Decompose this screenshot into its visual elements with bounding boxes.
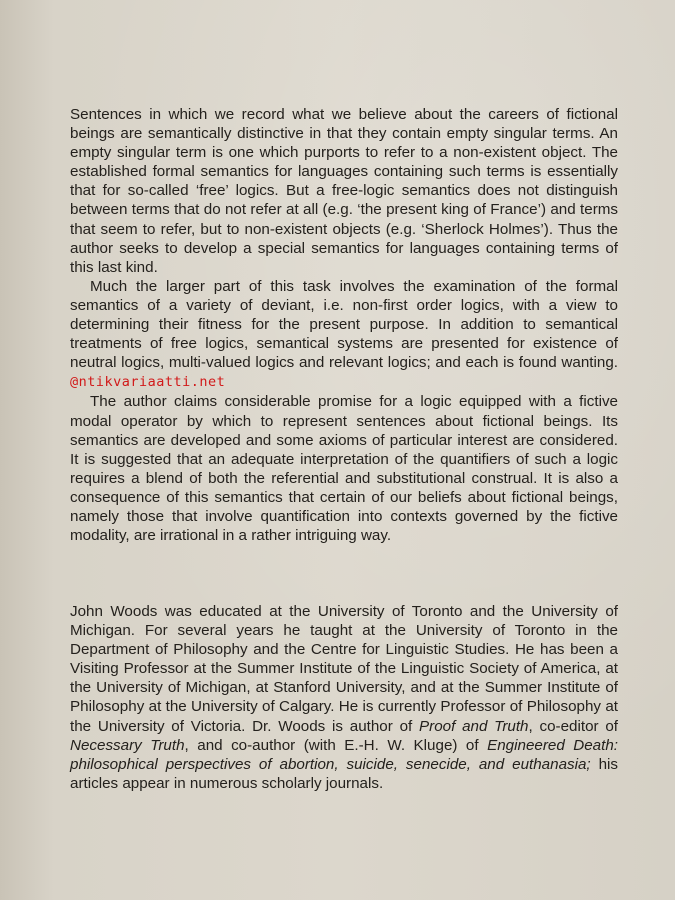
bio-text-2: , co-editor of (528, 717, 619, 735)
book-blurb (70, 105, 618, 545)
blurb-paragraph-2 (70, 277, 618, 393)
book-title-necessary-truth: Necessary Truth (70, 736, 185, 754)
watermark: @ntikvariaatti.net (70, 374, 226, 391)
blurb-paragraph-3: The author claims considerable promise for a logic equipped with a fictive modal operator by which to represent sentences about fictional beings. Its semantics are developed and some axioms of particular interest are considered. It is suggested that an adequate interpretation of the quantifiers of such a logic requires a blend of both the referential and substitutional construal. It is also a consequence of this semantics that certain of our beliefs about fictional beings, namely those that involve quantification into contexts governed by the fictive modality, are irrational in a rather intriguing way. (70, 393, 618, 545)
blurb-paragraph-1: Sentences in which we record what we believe about the careers of fictional beings are semantically distinctive in that they contain empty singular terms. An empty singular term is one which purports to refer to a non-existent object. The established formal semantics for languages containing such terms is essentially that for so-called ‘free’ logics. But a free-logic semantics does not distinguish between terms that do not refer at all (e.g. ‘the present king of France’) and terms that seem to refer, but to non-existent objects (e.g. ‘Sherlock Holmes’). Thus the author seeks to develop a special semantics for languages containing terms of this last kind. (70, 106, 618, 276)
bio-text-1: John Woods was educated at the University of Toronto and the University of Michigan. For several years he taught at the University of Toronto in the Department of Philosophy and the Centre for Linguistic Studies. He has been a Visiting Professor at the Summer Institute of the Linguistic Society of America, at the University of Michigan, at Stanford University, and at the Summer Institute of Philosophy at the University of Calgary. He is currently Professor of Philosophy at the University of Victoria. Dr. Woods is author of (70, 603, 618, 735)
book-title-engineered-death: Engineered Death: philosophical perspectives of abortion, suicide, senecide, and euthanasia; (70, 736, 619, 773)
bio-text-4: his articles appear in numerous scholarly journals. (70, 755, 618, 792)
book-title-proof-and-truth: Proof and Truth (419, 717, 529, 735)
blurb-paragraph-2-text: Much the larger part of this task involves the examination of the formal semantics of a variety of deviant, i.e. non-first order logics, with a view to determining their fitness for the present purpose. In addition to semantical treatments of free logics, semantical systems are presented for existence of neutral logics, multi-valued logics and relevant logics; and each is found wanting. (70, 277, 618, 372)
author-bio-paragraph (70, 602, 618, 793)
author-bio (70, 602, 618, 793)
bio-text-3: , and co-author (with E.-H. W. Kluge) of (184, 736, 488, 754)
